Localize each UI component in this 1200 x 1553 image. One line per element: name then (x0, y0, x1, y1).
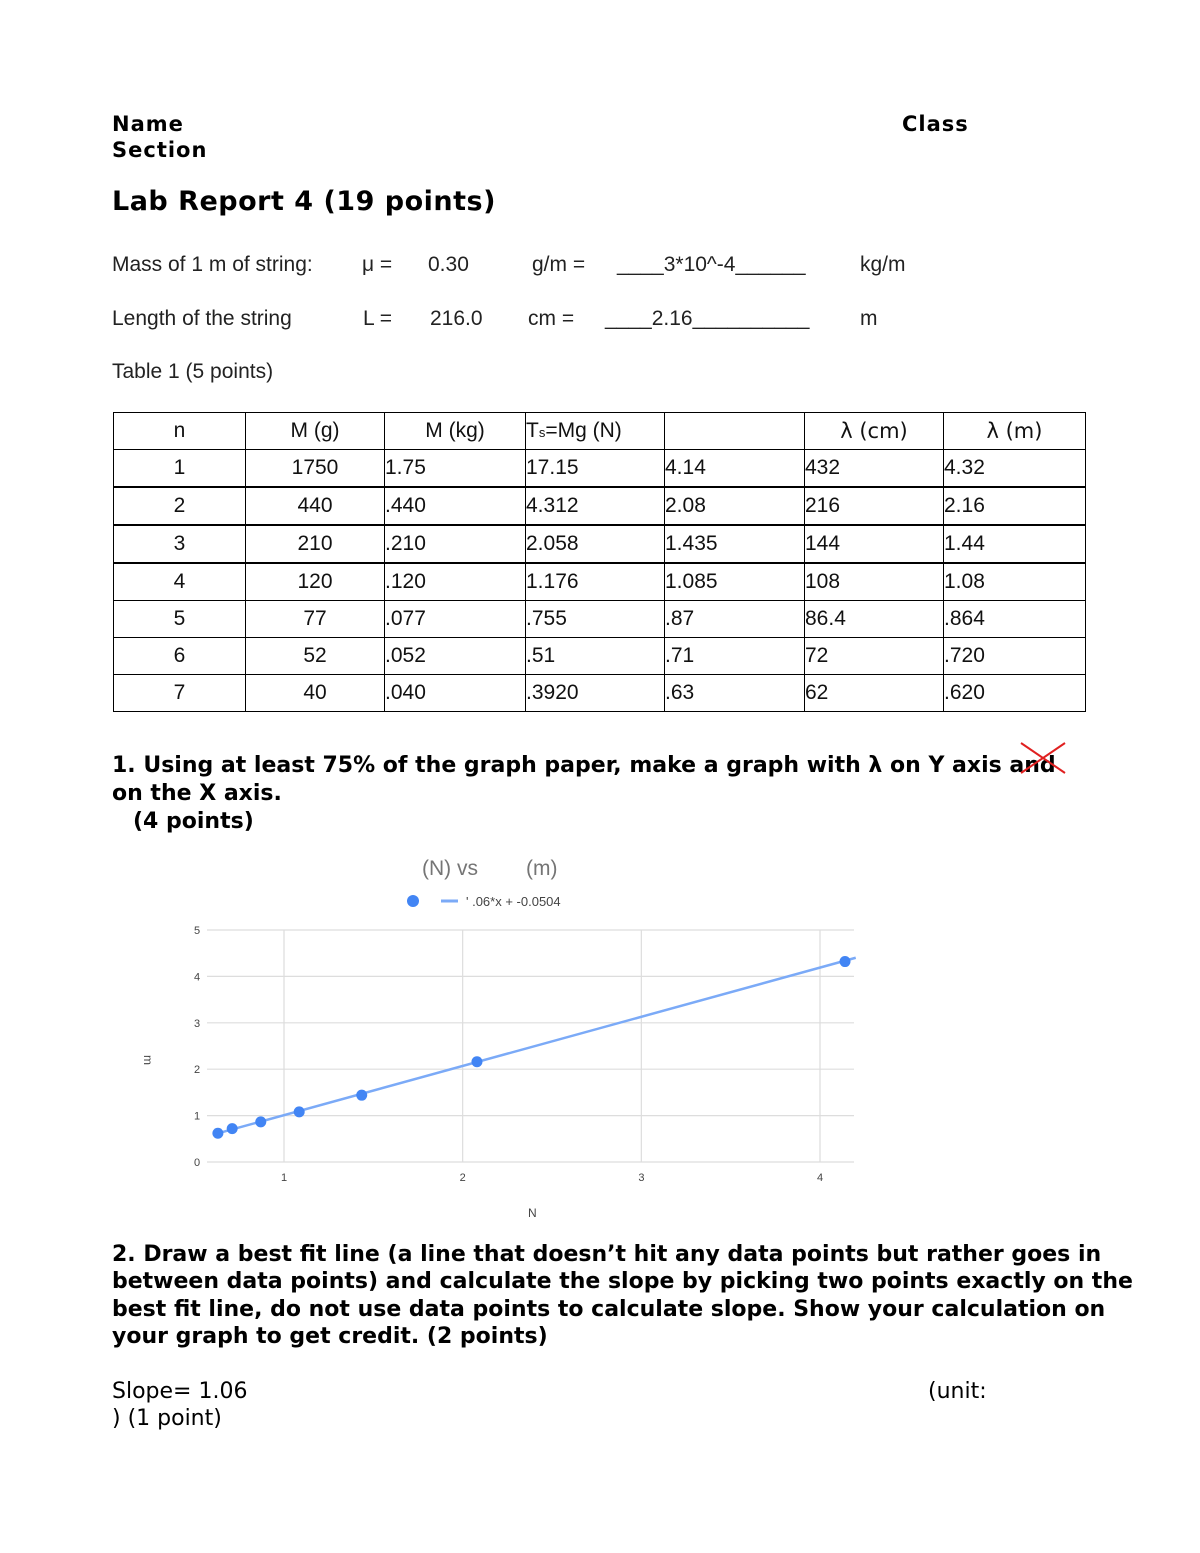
cell-blank-col: 1.085 (665, 563, 805, 601)
name-label: Name (112, 112, 184, 136)
cell-mass-g: 440 (246, 487, 385, 525)
cell-tension: 4.312 (526, 487, 665, 525)
table-row (114, 601, 1086, 638)
slope-unit-label: (unit: (928, 1379, 987, 1404)
cell-mass-kg: .210 (385, 525, 526, 563)
cell-mass-g: 210 (246, 525, 385, 563)
lambda-vs-tension-chart (130, 845, 890, 1235)
trendline (218, 958, 856, 1134)
cell-lambda-cm: 216 (805, 487, 944, 525)
cell-lambda-cm: 72 (805, 638, 944, 675)
length-symbol: L = (363, 307, 392, 330)
question-2-line-2: between data points) and calculate the slope by picking two points exactly on the (112, 1269, 1133, 1294)
y-tick-label: 5 (194, 925, 201, 937)
y-axis-label: m (141, 1055, 155, 1065)
slope-points: ) (1 point) (112, 1406, 222, 1431)
cell-n: 2 (114, 487, 246, 525)
cell-mass-g: 77 (246, 601, 385, 638)
cell-tension: .51 (526, 638, 665, 675)
col-header-tension: Ts=Mg (N) (526, 413, 665, 450)
cell-blank-col: .63 (665, 675, 805, 712)
cell-n: 7 (114, 675, 246, 712)
class-label: Class (902, 112, 969, 136)
data-point (840, 956, 851, 967)
chart-title-right: (m) (526, 857, 558, 880)
table-row (114, 450, 1086, 488)
cell-n: 5 (114, 601, 246, 638)
question-1-points: (4 points) (133, 809, 254, 834)
length-answer: ____2.16__________ (605, 307, 810, 330)
cell-blank-col: 2.08 (665, 487, 805, 525)
cell-tension: 2.058 (526, 525, 665, 563)
mass-unit: kg/m (860, 253, 906, 276)
cell-n: 4 (114, 563, 246, 601)
chart-grid (207, 930, 854, 1162)
question-2-line-4: your graph to get credit. (2 points) (112, 1324, 548, 1349)
section-label: Section (112, 138, 208, 162)
cell-tension: 17.15 (526, 450, 665, 488)
data-point (255, 1116, 266, 1127)
cell-lambda-cm: 62 (805, 675, 944, 712)
red-x-mark-icon (1018, 740, 1068, 776)
cell-blank-col: 4.14 (665, 450, 805, 488)
cell-mass-g: 1750 (246, 450, 385, 488)
cell-lambda-m: 1.44 (944, 525, 1086, 563)
table-header-row (114, 413, 1086, 450)
y-tick-label: 3 (194, 1017, 201, 1030)
slope-label: Slope= 1.06 (112, 1379, 248, 1404)
page-title: Lab Report 4 (19 points) (112, 186, 496, 217)
cell-lambda-cm: 144 (805, 525, 944, 563)
y-tick-label: 2 (194, 1064, 201, 1077)
table-row (114, 487, 1086, 525)
cell-n: 6 (114, 638, 246, 675)
x-tick-label: 2 (459, 1172, 466, 1184)
chart-title-left: (N) vs (422, 857, 478, 880)
cell-lambda-m: .720 (944, 638, 1086, 675)
table-caption: Table 1 (5 points) (112, 360, 274, 383)
cell-lambda-m: .864 (944, 601, 1086, 638)
col-header-lambda-m: λ (m) (944, 413, 1086, 450)
cell-lambda-m: 4.32 (944, 450, 1086, 488)
question-1-line-1: 1. Using at least 75% of the graph paper, make a graph with λ on Y axis and (112, 753, 1056, 778)
trendline-path (218, 958, 856, 1134)
cell-mass-kg: .440 (385, 487, 526, 525)
length-label: Length of the string (112, 307, 292, 330)
mass-symbol: μ = (362, 253, 393, 276)
cell-mass-g: 52 (246, 638, 385, 675)
col-header-lambda-cm: λ (cm) (805, 413, 944, 450)
cell-blank-col: 1.435 (665, 525, 805, 563)
legend-label: ' .06*x + -0.0504 (466, 894, 561, 909)
data-point (227, 1123, 238, 1134)
question-1-line-2: on the X axis. (112, 781, 282, 806)
cell-mass-kg: .120 (385, 563, 526, 601)
data-point (212, 1128, 223, 1139)
length-unit-eq: cm = (528, 307, 575, 330)
mass-value: 0.30 (428, 253, 469, 276)
x-tick-label: 1 (281, 1172, 288, 1184)
cell-mass-kg: .052 (385, 638, 526, 675)
y-tick-label: 4 (194, 971, 201, 984)
y-tick-label: 1 (194, 1110, 201, 1123)
cell-lambda-m: .620 (944, 675, 1086, 712)
length-value: 216.0 (430, 307, 483, 330)
mass-unit-eq: g/m = (532, 253, 586, 276)
cell-mass-kg: .077 (385, 601, 526, 638)
question-2-line-3: best fit line, do not use data points to calculate slope. Show your calculation on (112, 1297, 1106, 1322)
x-tick-labels (281, 1172, 823, 1184)
cell-tension: 1.176 (526, 563, 665, 601)
cell-mass-kg: 1.75 (385, 450, 526, 488)
x-tick-label: 4 (817, 1172, 824, 1184)
cell-lambda-cm: 86.4 (805, 601, 944, 638)
data-point (471, 1056, 482, 1067)
cell-mass-kg: .040 (385, 675, 526, 712)
x-tick-label: 3 (638, 1172, 645, 1184)
legend-point-icon (407, 895, 419, 907)
data-table (113, 412, 1086, 712)
cell-lambda-cm: 108 (805, 563, 944, 601)
y-tick-labels (194, 925, 200, 1169)
mass-label: Mass of 1 m of string: (112, 253, 313, 276)
cell-mass-g: 120 (246, 563, 385, 601)
cell-blank-col: .87 (665, 601, 805, 638)
question-2-line-1: 2. Draw a best fit line (a line that doesn’t hit any data points but rather goes in (112, 1242, 1102, 1267)
mass-answer: ____3*10^-4______ (617, 253, 806, 276)
col-header-blank (665, 413, 805, 450)
cell-lambda-m: 1.08 (944, 563, 1086, 601)
cell-tension: .3920 (526, 675, 665, 712)
table-row (114, 675, 1086, 712)
y-tick-label: 0 (194, 1157, 201, 1169)
col-header-mass-kg: M (kg) (385, 413, 526, 450)
data-point (356, 1090, 367, 1101)
col-header-n: n (114, 413, 246, 450)
cell-n: 1 (114, 450, 246, 488)
table-row (114, 638, 1086, 675)
col-header-mass-g: M (g) (246, 413, 385, 450)
x-axis-label: N (528, 1206, 537, 1220)
length-unit: m (860, 307, 878, 330)
cell-lambda-cm: 432 (805, 450, 944, 488)
table-row (114, 525, 1086, 563)
cell-blank-col: .71 (665, 638, 805, 675)
cell-n: 3 (114, 525, 246, 563)
cell-lambda-m: 2.16 (944, 487, 1086, 525)
table-row (114, 563, 1086, 601)
cell-mass-g: 40 (246, 675, 385, 712)
data-point (294, 1106, 305, 1117)
cell-tension: .755 (526, 601, 665, 638)
